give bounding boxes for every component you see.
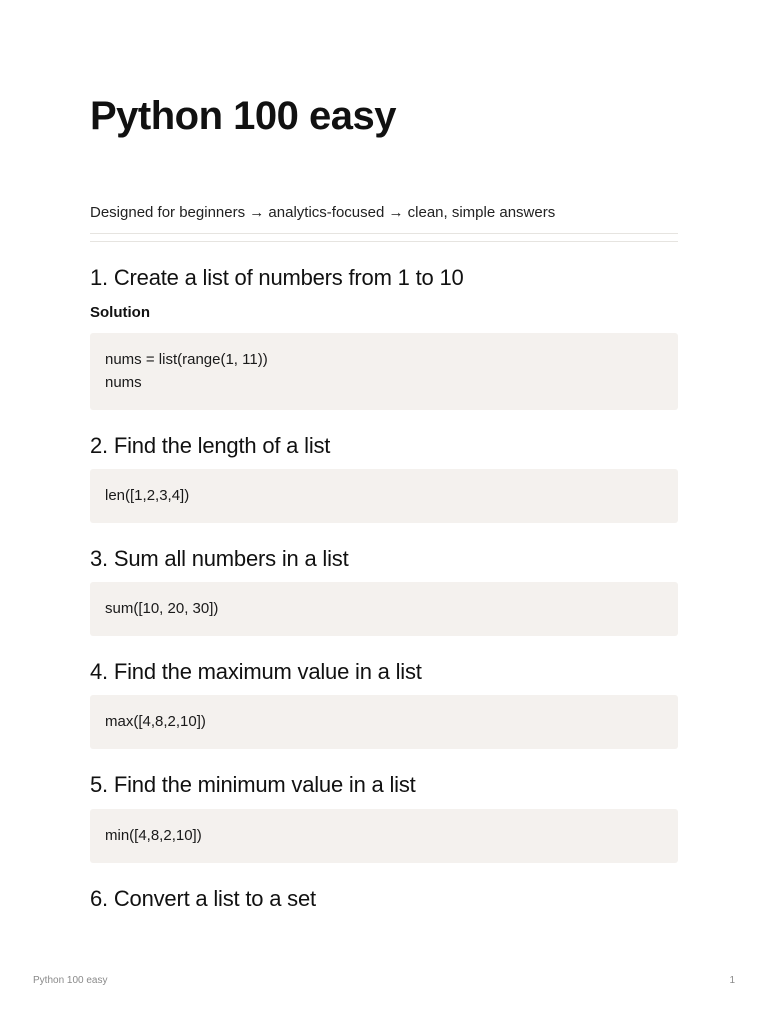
- page-number: 1: [729, 975, 735, 986]
- question-2-heading: 2. Find the length of a list: [90, 433, 331, 458]
- code-block-3: [90, 582, 678, 636]
- question-1-heading: 1. Create a list of numbers from 1 to 10: [90, 265, 464, 290]
- code-block-1: [90, 333, 678, 410]
- code-block-5: [90, 809, 678, 863]
- code-line: min([4,8,2,10]): [105, 827, 202, 844]
- document-title: Python 100 easy: [90, 94, 396, 138]
- document-subtitle: Designed for beginners → analytics-focused → clean, simple answers: [90, 204, 556, 221]
- code-line: max([4,8,2,10]): [105, 713, 206, 730]
- code-line: sum([10, 20, 30]): [105, 600, 219, 617]
- code-line: nums: [105, 374, 142, 391]
- question-5-heading: 5. Find the minimum value in a list: [90, 772, 416, 797]
- code-line: nums = list(range(1, 11)): [105, 351, 268, 368]
- code-block-2: [90, 469, 678, 523]
- solution-label: Solution: [90, 304, 150, 321]
- code-block-4: [90, 695, 678, 749]
- divider: [90, 233, 678, 234]
- footer-title: Python 100 easy: [33, 975, 108, 986]
- question-4-heading: 4. Find the maximum value in a list: [90, 659, 422, 684]
- question-3-heading: 3. Sum all numbers in a list: [90, 546, 349, 571]
- question-6-heading: 6. Convert a list to a set: [90, 886, 316, 911]
- code-line: len([1,2,3,4]): [105, 487, 190, 504]
- divider: [90, 241, 678, 242]
